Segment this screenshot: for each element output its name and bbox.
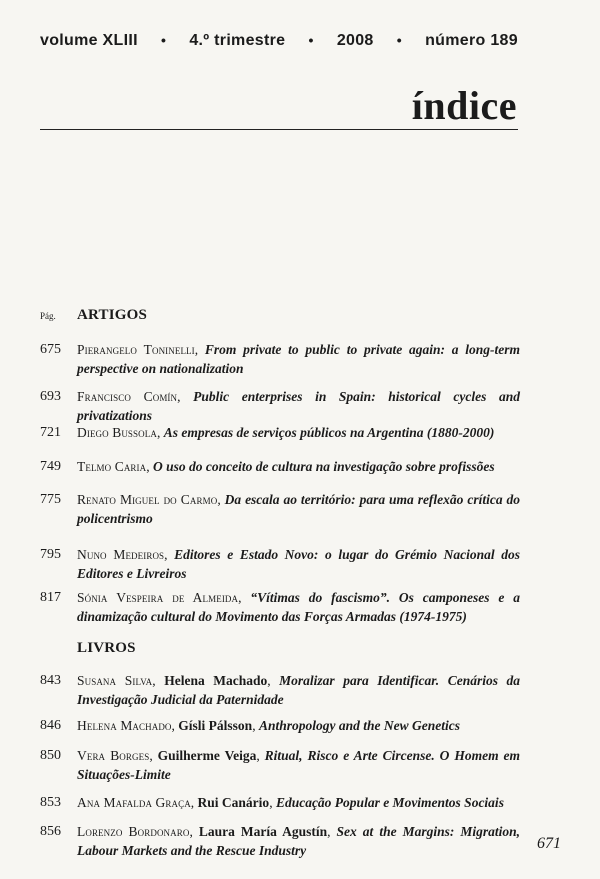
page-number: 721 <box>40 425 61 440</box>
entry-author: Francisco Comín <box>77 389 178 404</box>
toc-entry[interactable]: 846 Helena Machado, Gísli Pálsson, Anthropology and the New Genetics <box>40 718 460 733</box>
entry-reviewer: Helena Machado <box>77 718 172 733</box>
quarter-label: 4.º trimestre <box>189 32 286 49</box>
page-number: 675 <box>40 342 61 357</box>
entry-title: From private to public to private again: a long-term perspective on nationalization <box>77 342 520 376</box>
section-title-artigos: ARTIGOS <box>77 307 148 323</box>
entry-book-author: Rui Canário <box>197 795 270 810</box>
entry-author: Nuno Medeiros <box>77 547 165 562</box>
toc-entry[interactable]: 843 Susana Silva, Helena Machado, Moralizar para Identificar. Cenários da Investigação Judicial da Paternidade <box>40 673 521 707</box>
entry-title: O uso do conceito de cultura na investigação sobre profissões <box>152 459 495 474</box>
entry-title: Editores e Estado Novo: o lugar do Grémio Nacional dos Editores e Livreiros <box>77 547 521 581</box>
toc-entry[interactable]: 693 Francisco Comín, Public enterprises in Spain: historical cycles and privatizations <box>40 389 520 423</box>
section-title-livros: LIVROS <box>77 640 136 656</box>
page-number: 693 <box>40 389 61 404</box>
toc-entry[interactable]: 795 Nuno Medeiros, Editores e Estado Novo: o lugar do Grémio Nacional dos Editores e Livreiros <box>40 547 521 581</box>
entry-book-author: Laura María Agustín <box>198 824 328 839</box>
toc-entry[interactable]: 853 Ana Mafalda Graça, Rui Canário, Educação Popular e Movimentos Sociais <box>40 795 504 810</box>
page-number: 775 <box>40 492 61 507</box>
toc-entry[interactable]: 675 Pierangelo Toninelli, From private to public to private again: a long-term perspective on nationalization <box>40 342 520 376</box>
page-number: 749 <box>40 459 61 474</box>
entry-title: Da escala ao território: para uma reflexão crítica do policentrismo <box>77 492 521 526</box>
page-number: 846 <box>40 718 61 733</box>
toc-entry[interactable]: 850 Vera Borges, Guilherme Veiga, Ritual, Risco e Arte Circense. O Homem em Situações-Limite <box>40 748 521 782</box>
toc-entry[interactable]: 749 Telmo Caria, O uso do conceito de cultura na investigação sobre profissões <box>40 459 495 474</box>
folio-page-number: 671 <box>537 835 561 852</box>
entry-reviewer: Vera Borges <box>77 748 150 763</box>
toc-entry[interactable]: 775 Renato Miguel do Carmo, Da escala ao território: para uma reflexão crítica do policentrismo <box>40 492 521 526</box>
entry-title: Public enterprises in Spain: historical cycles and privatizations <box>77 389 520 423</box>
page-number: 850 <box>40 748 61 763</box>
entry-title: Ritual, Risco e Arte Circense. O Homem em Situações-Limite <box>77 748 521 782</box>
separator-dot: • <box>308 32 314 48</box>
separator-dot: • <box>160 32 167 48</box>
entry-book-author: Helena Machado <box>164 673 268 688</box>
page-title: índice <box>411 83 517 128</box>
entry-book-author: Guilherme Veiga <box>157 748 257 763</box>
entry-title: As empresas de serviços públicos na Argentina (1880-2000) <box>163 425 495 440</box>
entry-title: “Vítimas do fascismo”. Os camponeses e a dinamização cultural do Movimento das Forças Armadas (1974-1975) <box>77 590 521 624</box>
toc-entry[interactable]: 856 Lorenzo Bordonaro, Laura María Agustín, Sex at the Margins: Migration, Labour Markets and the Rescue Industry <box>40 824 521 858</box>
entry-author: Sónia Vespeira de Almeida <box>77 590 239 605</box>
entry-title: Moralizar para Identificar. Cenários da Investigação Judicial da Paternidade <box>77 673 521 707</box>
entry-author: Pierangelo Toninelli <box>77 342 195 357</box>
entry-book-author: Gísli Pálsson <box>178 718 253 733</box>
entry-reviewer: Lorenzo Bordonaro <box>77 824 190 839</box>
page-number: 817 <box>40 590 61 605</box>
entry-reviewer: Ana Mafalda Graça <box>77 795 191 810</box>
year-label: 2008 <box>336 32 374 49</box>
entry-author: Diego Bussola <box>77 425 157 440</box>
page-number: 843 <box>40 673 61 688</box>
entry-author: Renato Miguel do Carmo <box>77 492 218 507</box>
page-column-label: Pág. <box>40 311 56 321</box>
entry-reviewer: Susana Silva <box>77 673 153 688</box>
entry-title: Educação Popular e Movimentos Sociais <box>275 795 504 810</box>
page-number: 795 <box>40 547 61 562</box>
issue-number-label: número 189 <box>425 32 518 49</box>
page-number: 853 <box>40 795 61 810</box>
toc-entry[interactable]: 817 Sónia Vespeira de Almeida, “Vítimas do fascismo”. Os camponeses e a dinamização cultural do Movimento das Forças Armadas (1974-1975) <box>40 590 521 624</box>
entry-title: Anthropology and the New Genetics <box>258 718 460 733</box>
journal-header <box>40 32 518 50</box>
page-number: 856 <box>40 824 61 839</box>
toc-entry[interactable]: 721 Diego Bussola, As empresas de serviços públicos na Argentina (1880-2000) <box>40 425 495 440</box>
entry-author: Telmo Caria <box>77 459 147 474</box>
separator-dot: • <box>396 32 402 48</box>
title-divider <box>40 129 518 130</box>
entry-title: Sex at the Margins: Migration, Labour Markets and the Rescue Industry <box>77 824 521 858</box>
volume-label: volume XLIII <box>40 32 138 49</box>
